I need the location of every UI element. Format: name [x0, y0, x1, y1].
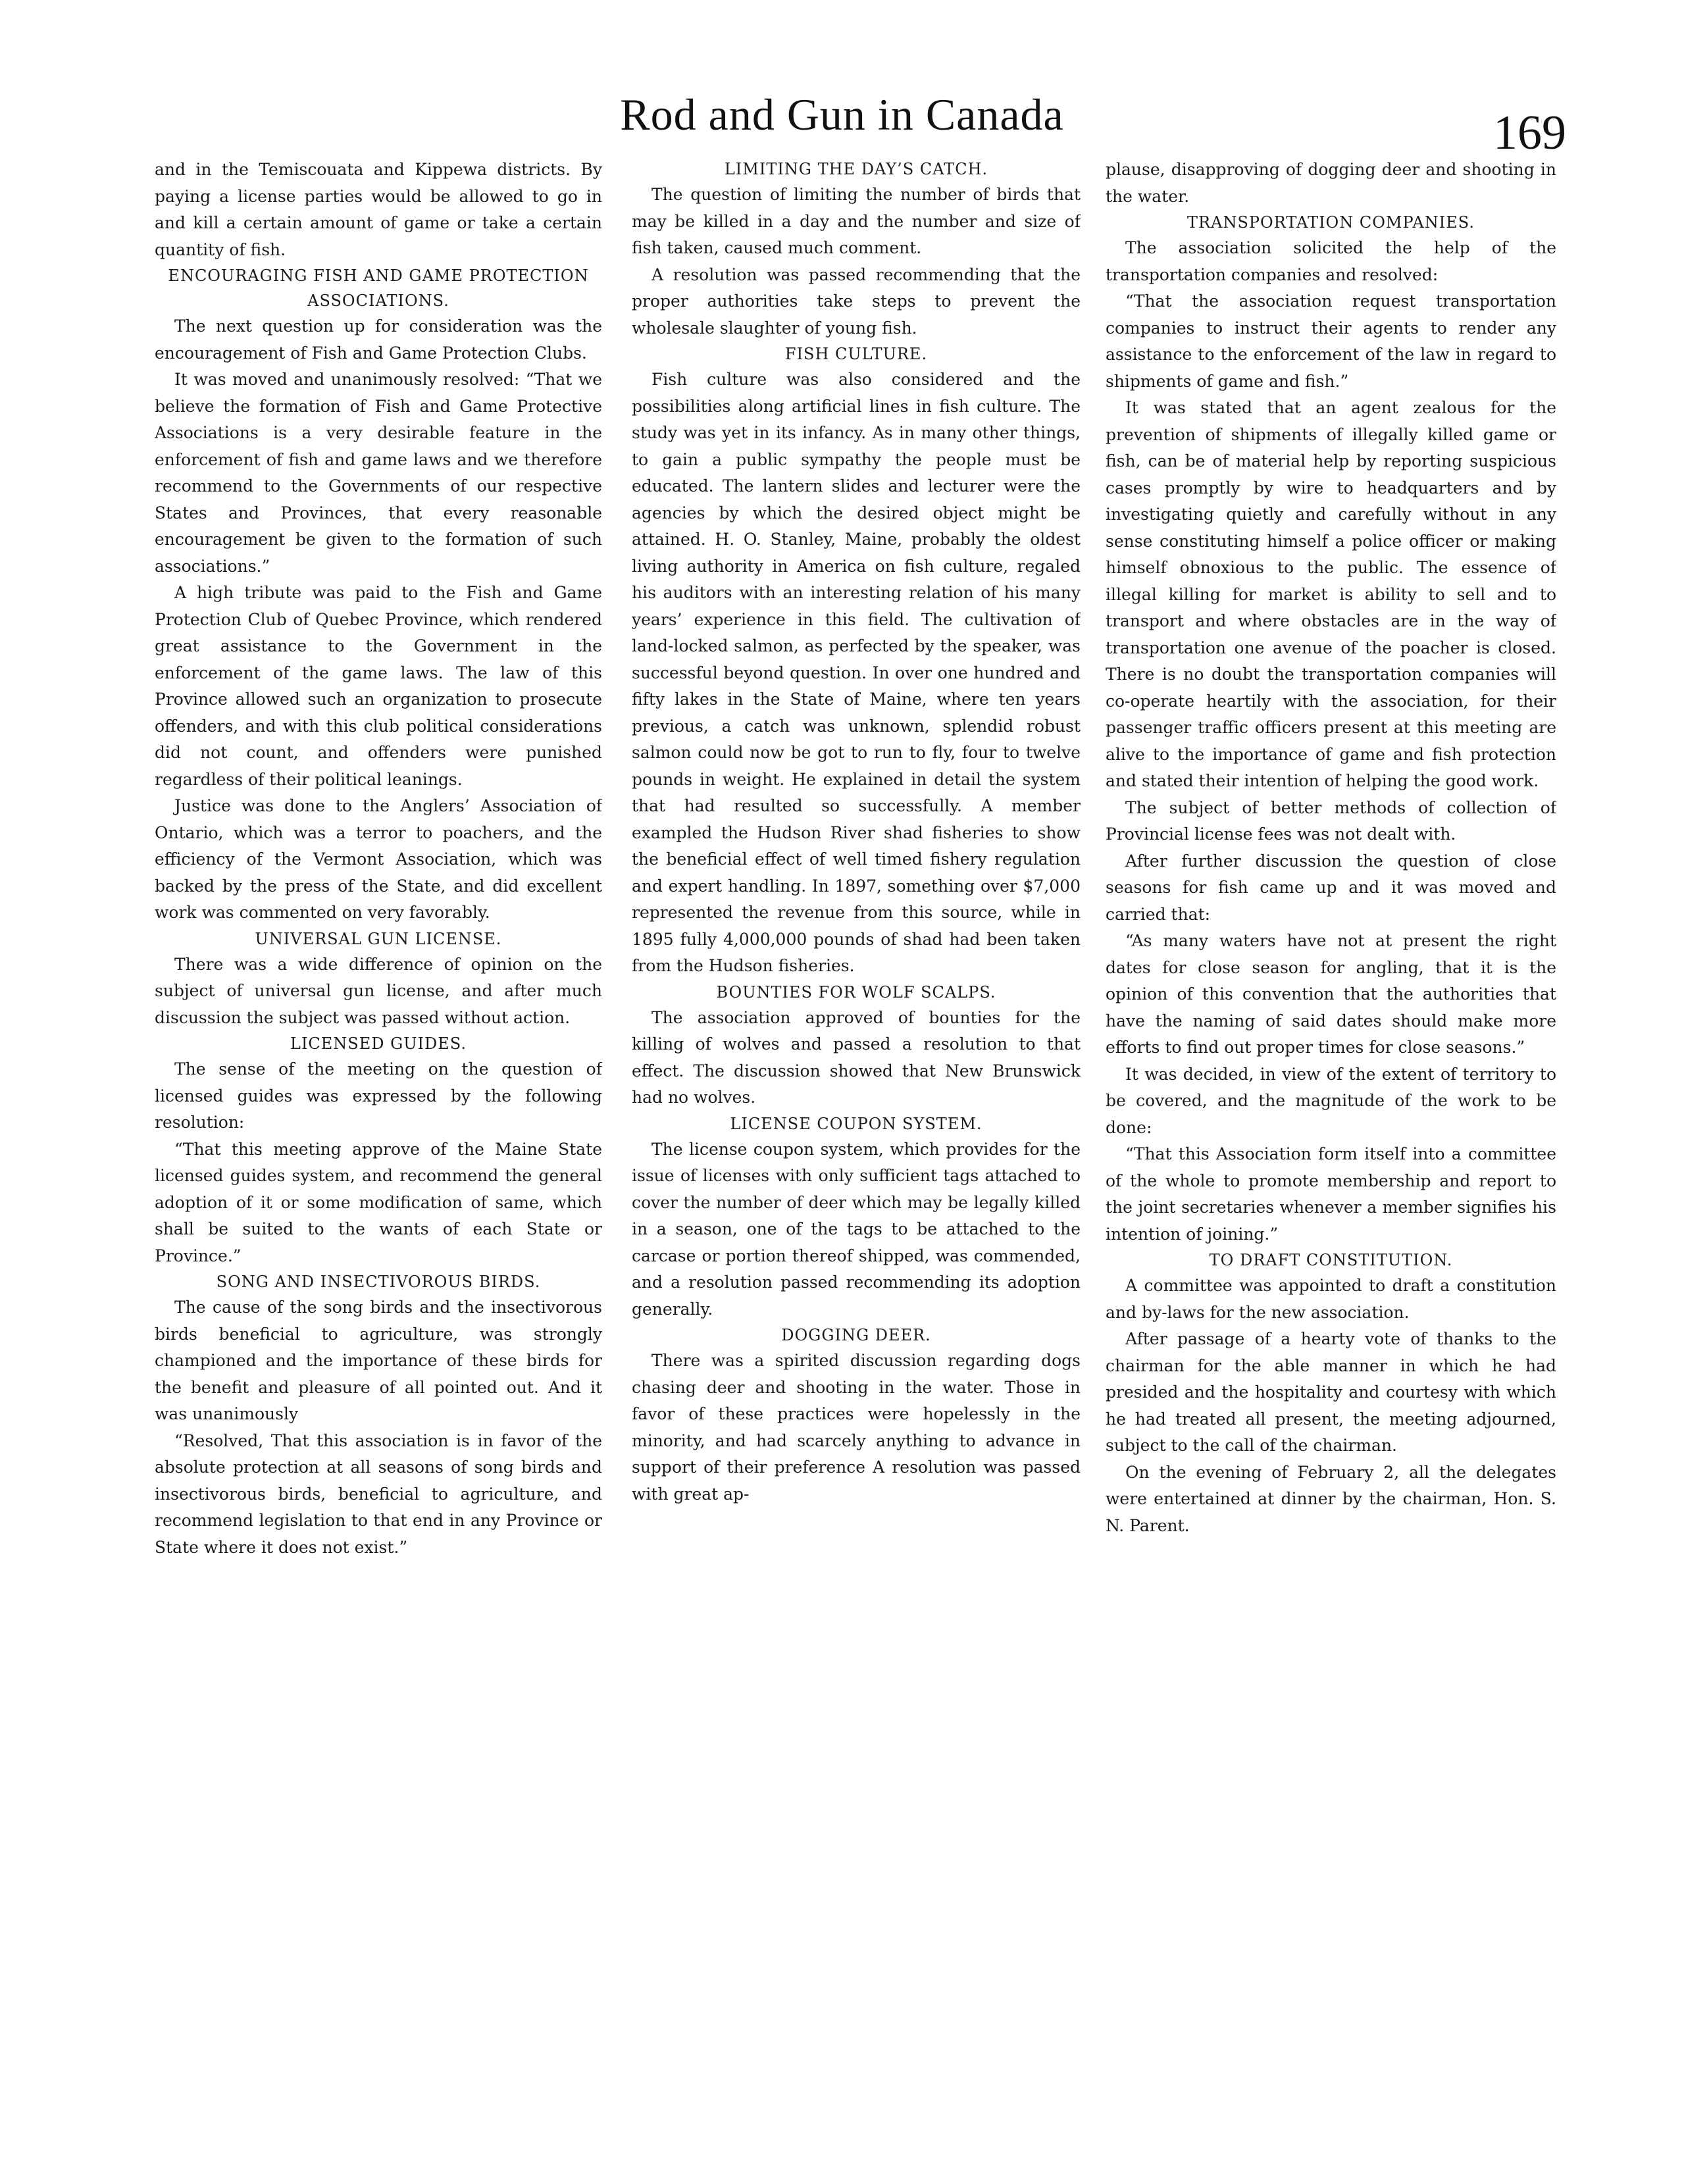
paragraph: “That the association request transportation companies to instruct their agents to render any assistance to the enforcement of the law in regard to shipments of game and fish.” — [1106, 292, 1556, 391]
section-heading: DOGGING DEER. — [781, 1326, 931, 1344]
paragraph: “That this Association form itself into a committee of the whole to promote membership and report to the joint secretaries whenever a member signifies his intention of joining.” — [1106, 1144, 1556, 1244]
paragraph: On the evening of February 2, all the delegates were entertained at dinner by the chairman, Hon. S. N. Parent. — [1106, 1462, 1556, 1535]
paragraph: The sense of the meeting on the question of licensed guides was expressed by the following resolution: — [155, 1059, 602, 1132]
section-heading: BOUNTIES FOR WOLF SCALPS. — [716, 982, 996, 1002]
section-heading: SONG AND INSECTIVOROUS BIRDS. — [216, 1273, 541, 1291]
paragraph: It was stated that an agent zealous for the prevention of shipments of illegally killed game or fish, can be of material help by reporting suspicious cases promptly by wire to headquarters and by investigating quietly and carefully without in any sense constituting himself a police officer or making himself obnoxious to the public. The essence of illegal killing for market is ability to sell and to transport and where obstacles are in the way of transportation one avenue of the poacher is closed. There is no doubt the transportation companies will co-operate heartily with the association, for their passenger traffic officers present at this meeting are alive to the importance of game and fish protection and stated their intention of helping the good work. — [1106, 398, 1556, 790]
paragraph: A resolution was passed recommending that the proper authorities take steps to prevent the wholesale slaughter of young fish. — [632, 265, 1081, 338]
paragraph: A high tribute was paid to the Fish and Game Protection Club of Quebec Province, which rendered great assistance to the Government in the enforcement of the game laws. The law of this Province allowed such an organization to prosecute offenders, and with this club political considerations did not count, and offenders were punished regardless of their political leanings. — [155, 583, 602, 789]
section-heading: LICENSE COUPON SYSTEM. — [730, 1114, 982, 1133]
paragraph: The cause of the song birds and the insectivorous birds beneficial to agriculture, was strongly championed and the importance of these birds for the benefit and pleasure of all pointed out. And it was unanimously — [155, 1298, 602, 1423]
paragraph: It was decided, in view of the extent of territory to be covered, and the magnitude of the work to be done: — [1106, 1064, 1556, 1137]
section-heading: FISH CULTURE. — [784, 345, 928, 363]
paragraph: The next question up for consideration was the encouragement of Fish and Game Protection Clubs. — [155, 317, 602, 363]
section-heading: LICENSED GUIDES. — [290, 1034, 467, 1053]
paragraph: “Resolved, That this association is in favor of the absolute protection at all seasons of song birds and insectivorous birds, beneficial to agriculture, and recommend legislation to that end in any Province or State where it does not exist.” — [155, 1431, 602, 1557]
paragraph: After passage of a hearty vote of thanks to the chairman for the able manner in which he had presided and the hospitality and courtesy with which he had treated all present, the meeting adjourned, subject to the call of the chairman. — [1106, 1329, 1556, 1455]
paragraph: There was a spirited discussion regarding dogs chasing deer and shooting in the water. Those in favor of these practices were hopelessly in the minority, and had scarcely anything to advance in support of their preference A resolution was passed with great ap- — [632, 1351, 1081, 1504]
paragraph: plause, disapproving of dogging deer and shooting in the water. — [1106, 160, 1556, 206]
paragraph: and in the Temiscouata and Kippewa districts. By paying a license parties would be allowed to go in and kill a certain amount of game or take a certain quantity of fish. — [155, 160, 602, 259]
paragraph: “That this meeting approve of the Maine State licensed guides system, and recommend the general adoption of it or some modification of same, which shall be suited to the wants of each State or Province.” — [155, 1139, 602, 1265]
paragraph: “As many waters have not at present the right dates for close season for angling, that it is the opinion of this convention that the authorities that have the naming of said dates should make more efforts to find out proper times for close seasons.” — [1106, 931, 1556, 1057]
text-column-1 — [155, 157, 602, 2157]
section-heading: TO DRAFT CONSTITUTION. — [1209, 1251, 1453, 1269]
section-heading: LIMITING THE DAY’S CATCH. — [724, 160, 988, 178]
section-heading: ENCOURAGING FISH AND GAME PROTECTION ASSOCIATIONS. — [168, 267, 589, 310]
paragraph: There was a wide difference of opinion on the subject of universal gun license, and after much discussion the subject was passed without action. — [155, 954, 602, 1027]
paragraph: The question of limiting the number of birds that may be killed in a day and the number and size of fish taken, caused much comment. — [632, 185, 1081, 257]
section-heading: TRANSPORTATION COMPANIES. — [1187, 213, 1475, 232]
paragraph: The association approved of bounties for the killing of wolves and passed a resolution to that effect. The discussion showed that New Brunswick had no wolves. — [632, 1007, 1081, 1107]
paragraph: After further discussion the question of close seasons for fish came up and it was moved and carried that: — [1106, 851, 1556, 924]
page-number: 169 — [1493, 106, 1566, 160]
paragraph: Fish culture was also considered and the possibilities along artificial lines in fish culture. The study was yet in its infancy. As in many other things, to gain a public sympathy the people must be educated. The lantern slides and lecturer were the agencies by which the desired object might be attained. H. O. Stanley, Maine, probably the oldest living authority in America on fish culture, regaled his auditors with an interesting relation of his many years’ experience in this field. The cultivation of land-locked salmon, as perfected by the speaker, was successful beyond question. In over one hundred and fifty lakes in the State of Maine, where ten years previous, a catch was unknown, splendid robust salmon could now be got to run to fly, four to twelve pounds in weight. He explained in detail the system that had resulted so successfully. A member exampled the Hudson River shad fisheries to show the beneficial effect of well timed fishery regulation and expert handling. In 1897, something over $7,000 represented the revenue from this source, while in 1895 fully 4,000,000 pounds of shad had been taken from the Hudson fisheries. — [632, 370, 1081, 975]
running-header-title: Rod and Gun in Canada — [620, 89, 1064, 140]
paragraph: A committee was appointed to draft a constitution and by-laws for the new association. — [1106, 1276, 1556, 1322]
text-column-2 — [632, 157, 1081, 2157]
paragraph: The subject of better methods of collection of Provincial license fees was not dealt with. — [1106, 798, 1556, 844]
paragraph: Justice was done to the Anglers’ Association of Ontario, which was a terror to poachers, and the efficiency of the Vermont Association, which was backed by the press of the State, and did excellent work was commented on very favorably. — [155, 796, 602, 922]
section-heading: UNIVERSAL GUN LICENSE. — [255, 929, 502, 948]
paragraph: It was moved and unanimously resolved: “That we believe the formation of Fish and Game Protective Associations is a very desirable feature in the enforcement of fish and game laws and we therefore recommend to the Governments of our respective States and Provinces, that every reasonable encouragement be given to the formation of such associations.” — [155, 370, 602, 576]
paragraph: The license coupon system, which provides for the issue of licenses with only sufficient tags attached to cover the number of deer which may be legally killed in a season, one of the tags to be attached to the carcase or portion thereof shipped, was commended, and a resolution passed recommending its adoption generally. — [632, 1139, 1081, 1319]
paragraph: The association solicited the help of the transportation companies and resolved: — [1106, 238, 1556, 284]
text-column-3 — [1106, 157, 1556, 2157]
